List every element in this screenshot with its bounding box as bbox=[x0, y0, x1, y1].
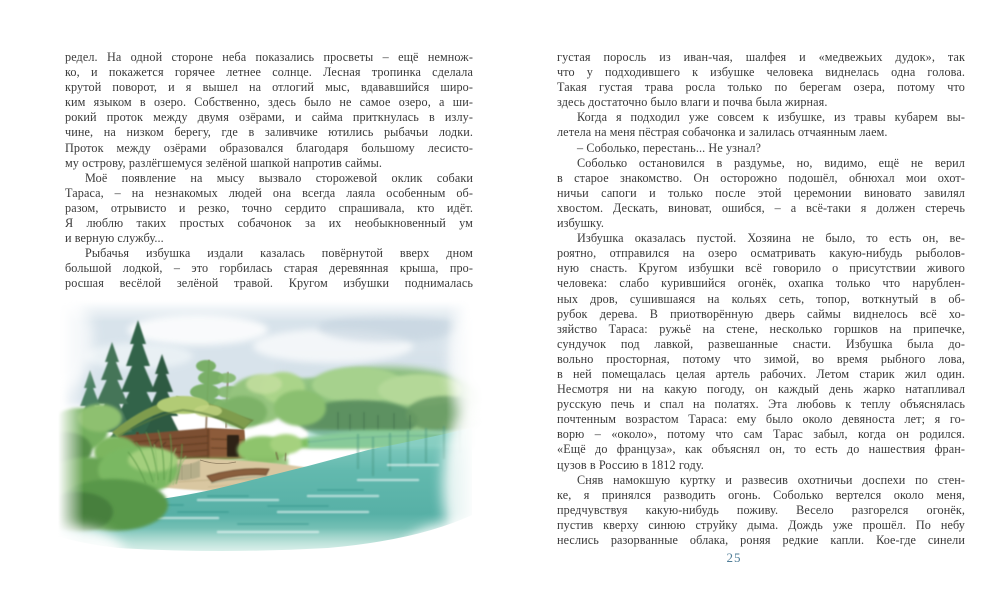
text-line: ке, я принялся разводить огонь. Соболько вертелся около меня, bbox=[557, 487, 965, 502]
text-line: здесь достаточно было влаги и почва была жирная. bbox=[557, 95, 828, 110]
text-line: ворю – «около», потому что сам Тарас забыл, когда он родился. bbox=[557, 427, 965, 442]
text-line: в ней помещалась целая артель рабочих. Летом старик жил один. bbox=[557, 366, 965, 381]
paragraph bbox=[65, 246, 473, 291]
text-line: Избушка оказалась пустой. Хозяина не было, то есть он, ве- bbox=[577, 231, 965, 246]
paragraph bbox=[65, 50, 473, 171]
text-line: Когда я подходил уже совсем к избушке, из травы кубарем вы- bbox=[577, 110, 965, 125]
left-page-text bbox=[65, 50, 473, 292]
illustration-lake-cabin-watercolor bbox=[58, 300, 482, 572]
text-line: росшая весёлой зелёной травой. Кругом избушки поднималась bbox=[65, 276, 473, 291]
text-line: Соболько остановился в раздумье, но, видимо, ещё не верил bbox=[577, 155, 965, 170]
paragraph bbox=[557, 473, 965, 548]
text-line: Я люблю таких простых собачонок за их необыкновенный ум bbox=[65, 216, 473, 231]
right-page-text bbox=[557, 50, 965, 548]
text-line: ничьи сапоги и только после этой церемонии виновато завилял bbox=[557, 185, 965, 200]
text-line: человека: слабо курившийся огонёк, охапка только что нарублен- bbox=[557, 276, 965, 291]
text-line: «Ещё до француза», как объяснял он, то есть до нашествия фран- bbox=[557, 442, 965, 457]
text-line: избушку. bbox=[557, 216, 605, 231]
text-line: ко, и покажется горячее летнее солнце. Лесная тропинка сделала bbox=[65, 65, 473, 80]
paragraph bbox=[557, 110, 965, 140]
text-line: сундучок под лавкой, развешанные снасти. Избушка была до- bbox=[557, 336, 965, 351]
page-number: 25 bbox=[726, 550, 742, 565]
text-line: Несмотря ни на какую погоду, он каждый день жарко натапливал bbox=[557, 382, 965, 397]
text-line: зяйство Тараса: ружьё на стене, несколько горшков на припечке, bbox=[557, 321, 965, 336]
text-line: хвостом. Дескать, виноват, ошибся, – а всё-таки я должен стеречь bbox=[557, 200, 965, 215]
text-line: ким языком в озеро. Собственно, здесь было не самое озеро, а ши- bbox=[65, 95, 473, 110]
text-line: Проток между озёрами образовался благодаря большому лесисто- bbox=[65, 140, 473, 155]
text-line: ную снасть. Кругом избушки всё говорило о присутствии живого bbox=[557, 261, 965, 276]
paragraph bbox=[65, 171, 473, 246]
text-line: в старое знакомство. Он осторожно подошёл, обнюхал мои охот- bbox=[557, 170, 965, 185]
paragraph bbox=[557, 156, 965, 231]
text-line: большой лодкой, – это горбилась старая деревянная крыша, про- bbox=[65, 261, 473, 276]
text-line: Тараса, – на незнакомых людей она всегда лаяла особенным об- bbox=[65, 185, 473, 200]
text-line: что у подходившего к избушке человека виднелась одна голова. bbox=[557, 65, 965, 80]
paragraph bbox=[557, 141, 965, 156]
text-line: крутой поворот, и я вышел на отлогий мыс, вдававшийся широ- bbox=[65, 80, 473, 95]
text-line: предчувствуя какую-нибудь поживу. Весело разгорелся огонёк, bbox=[557, 502, 965, 517]
text-line: роятно, отправился на озеро осматривать какую-нибудь рыболов- bbox=[557, 246, 965, 261]
text-line: летела на меня пёстрая собачонка и залилась отчаянным лаем. bbox=[557, 125, 888, 140]
text-line: – Соболько, перестань... Не узнал? bbox=[577, 140, 762, 155]
text-line: чине, на низком берегу, где в заливчике ютились рыбачьи лодки. bbox=[65, 125, 473, 140]
text-line: пустив кверху синюю струйку дыма. Дождь уже прошёл. По небу bbox=[557, 517, 965, 532]
text-line: рубок дерева. В приотворённую дверь саймы виднелось всё хо- bbox=[557, 306, 965, 321]
text-line: почтенным возрастом Тараса: ему было около девяноста лет; я го- bbox=[557, 412, 965, 427]
text-line: русскую печь и спал на полатях. Эта любовь к теплу объяснялась bbox=[557, 397, 965, 412]
text-line: вольно просторная, потому что зимой, во время рыбного лова, bbox=[557, 351, 965, 366]
text-line: Рыбачья избушка издали казалась повёрнутой вверх дном bbox=[85, 246, 473, 261]
text-line: и верную службу... bbox=[65, 231, 164, 246]
text-line: редел. На одной стороне неба показались просветы – ещё немнож- bbox=[65, 50, 473, 64]
text-line: рокий проток между двумя озёрами, и сайма приткнулась в излу- bbox=[65, 110, 473, 125]
text-line: ных дров, сушившаяся на кольях сеть, топор, воткнутый в об- bbox=[557, 291, 965, 306]
text-line: неслись разорванные облака, роняя редкие капли. Кое-где синели bbox=[557, 533, 965, 547]
text-line: Моё появление на мысу вызвало сторожевой оклик собаки bbox=[85, 170, 473, 185]
paragraph bbox=[557, 50, 965, 110]
text-line: цузов в Россию в 1812 году. bbox=[557, 457, 704, 472]
paragraph bbox=[557, 231, 965, 473]
text-line: разом, отрывисто и резко, точно сердито спрашивала, кто идёт. bbox=[65, 200, 473, 215]
text-line: Такая густая трава росла только по берегам озера, потому что bbox=[557, 80, 965, 95]
text-line: му острову, разлёгшемуся зелёной шапкой напротив саймы. bbox=[65, 155, 383, 170]
text-line: Сняв намокшую куртку и развесив охотничьи доспехи по стен- bbox=[577, 472, 965, 487]
text-line: густая поросль из иван-чая, шалфея и «медвежьих дудок», так bbox=[557, 50, 965, 64]
